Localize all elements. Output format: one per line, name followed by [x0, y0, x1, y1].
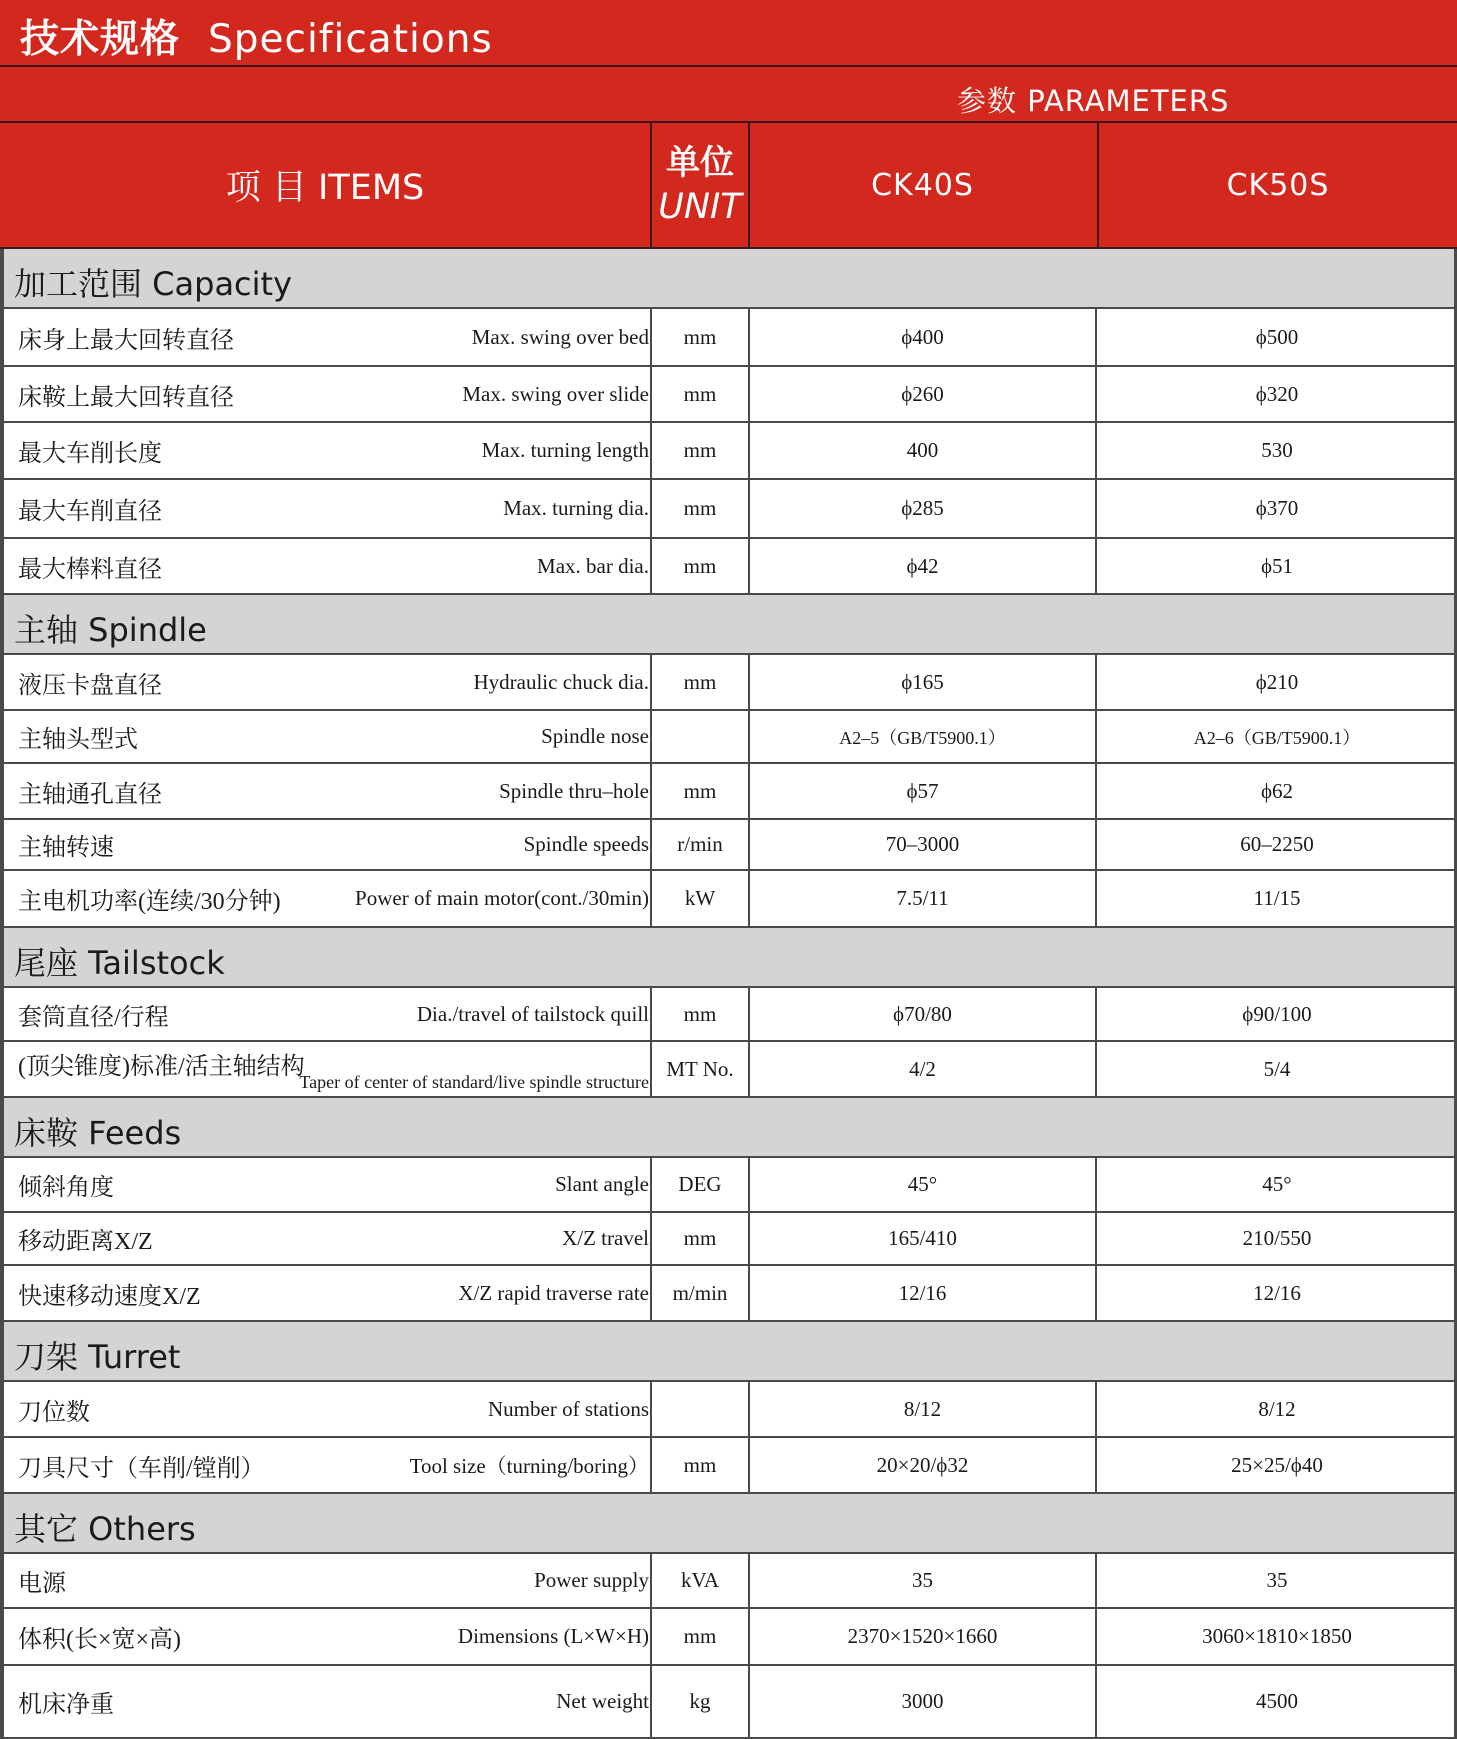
- unit-cell: mm: [683, 496, 717, 520]
- value-ck40s: 8/12: [903, 1396, 942, 1421]
- unit-cell: mm: [683, 324, 717, 349]
- item-name-en: Max. turning length: [481, 438, 649, 462]
- item-name-en: Power of main motor(cont./30min): [355, 886, 649, 910]
- unit-header-en: UNIT: [658, 187, 742, 227]
- value-ck50s: ϕ90/100: [1242, 1001, 1312, 1026]
- value-ck50s: 25×25/ϕ40: [1231, 1452, 1323, 1477]
- item-name-en: Tool size（turning/boring）: [409, 1454, 649, 1478]
- section-label: 其它 Others: [14, 1510, 196, 1548]
- section-header: [0, 249, 1457, 309]
- item-name-cn: 主轴转速: [18, 835, 114, 861]
- value-ck40s: 35: [912, 1568, 933, 1592]
- unit-cell: r/min: [677, 832, 723, 856]
- title-en: Specifications: [208, 17, 493, 62]
- value-ck40s: A2–5（GB/T5900.1）: [839, 727, 1006, 748]
- table-row: [0, 711, 1457, 764]
- item-name-en: Max. swing over bed: [471, 324, 649, 349]
- value-ck50s: 4500: [1256, 1689, 1298, 1713]
- item-name-cn: 液压卡盘直径: [18, 672, 162, 699]
- value-ck50s: 210/550: [1242, 1226, 1312, 1250]
- table-header: [0, 123, 1457, 249]
- item-name-en: Spindle nose: [541, 724, 649, 748]
- parameters-label: 参数 PARAMETERS: [957, 84, 1230, 118]
- value-ck50s: 5/4: [1263, 1056, 1291, 1081]
- section-label: 主轴 Spindle: [14, 611, 207, 649]
- title-cn: 技术规格: [20, 17, 181, 62]
- model-header-ck50s: CK50S: [1226, 167, 1330, 203]
- item-name-cn: 主电机功率(连续/30分钟): [18, 889, 281, 915]
- value-ck50s: ϕ370: [1255, 496, 1299, 520]
- item-name-cn: 床鞍上最大回转直径: [18, 384, 234, 411]
- unit-cell: mm: [683, 1226, 717, 1250]
- value-ck40s: ϕ400: [901, 324, 944, 349]
- item-name-cn: 电源: [18, 1571, 66, 1597]
- value-ck40s: ϕ165: [901, 669, 944, 694]
- unit-header-cn: 单位: [666, 143, 734, 183]
- items-header: 项 目 ITEMS: [225, 168, 425, 208]
- table-row: [0, 1158, 1457, 1213]
- item-name-en: Spindle speeds: [523, 832, 649, 856]
- table-row: [0, 655, 1457, 711]
- unit-cell: mm: [683, 1624, 717, 1648]
- value-ck40s: 20×20/ϕ32: [876, 1452, 969, 1477]
- item-name-en: Hydraulic chuck dia.: [473, 669, 649, 694]
- table-row: [0, 1438, 1457, 1494]
- parameters-bar: [0, 67, 1457, 123]
- item-name-cn: 刀位数: [18, 1399, 90, 1426]
- unit-cell: DEG: [678, 1172, 722, 1196]
- value-ck40s: 165/410: [888, 1226, 957, 1250]
- table-row: [0, 764, 1457, 820]
- model-header-ck40s: CK40S: [871, 167, 974, 203]
- value-ck50s: A2–6（GB/T5900.1）: [1193, 727, 1361, 748]
- item-name-cn: 主轴头型式: [18, 727, 138, 753]
- item-name-cn: 床身上最大回转直径: [18, 327, 234, 354]
- unit-cell: mm: [683, 669, 717, 694]
- value-ck40s: 70–3000: [885, 832, 960, 856]
- item-name-cn: 最大棒料直径: [18, 556, 162, 583]
- unit-cell: m/min: [672, 1280, 728, 1305]
- unit-header: [652, 123, 748, 247]
- table-row: [0, 820, 1457, 871]
- value-ck40s: ϕ260: [901, 381, 944, 406]
- unit-cell: MT No.: [666, 1056, 734, 1081]
- value-ck50s: 11/15: [1253, 886, 1301, 910]
- section-header: [0, 1494, 1457, 1554]
- value-ck50s: 45°: [1262, 1172, 1292, 1196]
- item-name-en: Dimensions (L×W×H): [457, 1624, 649, 1648]
- item-name-en: X/Z rapid traverse rate: [458, 1280, 649, 1305]
- item-name-cn: 套筒直径/行程: [18, 1004, 169, 1031]
- table-row: [0, 871, 1457, 928]
- unit-cell: [652, 1382, 748, 1436]
- item-name-en: Max. swing over slide: [462, 381, 649, 406]
- value-ck50s: 35: [1266, 1568, 1288, 1592]
- table-row: [0, 423, 1457, 480]
- unit-cell: [652, 711, 748, 762]
- table-row: [0, 367, 1457, 423]
- table-row: [0, 480, 1457, 539]
- section-header: [0, 928, 1457, 988]
- value-ck40s: 45°: [907, 1172, 938, 1196]
- section-header: [0, 595, 1457, 655]
- value-ck40s: 2370×1520×1660: [847, 1624, 998, 1648]
- title-bar: [0, 0, 1457, 67]
- value-ck50s: 12/16: [1253, 1280, 1301, 1305]
- table-row: [0, 1609, 1457, 1666]
- unit-cell: mm: [683, 381, 717, 406]
- value-ck50s: ϕ51: [1260, 553, 1294, 578]
- section-header: [0, 1322, 1457, 1382]
- section-label: 尾座 Tailstock: [14, 944, 225, 982]
- value-ck40s: ϕ57: [906, 778, 939, 803]
- value-ck40s: ϕ42: [906, 553, 939, 578]
- section-header: [0, 1098, 1457, 1158]
- value-ck50s: 3060×1810×1850: [1202, 1624, 1352, 1648]
- item-name-en: Power supply: [534, 1568, 649, 1592]
- table-row: [0, 1213, 1457, 1266]
- value-ck50s: 60–2250: [1240, 832, 1314, 856]
- unit-cell: kg: [689, 1689, 711, 1713]
- value-ck40s: 400: [906, 438, 939, 462]
- value-ck40s: 7.5/11: [896, 886, 949, 910]
- table-row: [0, 309, 1457, 367]
- table-row: [0, 1266, 1457, 1322]
- value-ck50s: ϕ320: [1255, 381, 1299, 406]
- item-name-cn: 机床净重: [18, 1692, 114, 1718]
- table-row: [0, 1382, 1457, 1438]
- value-ck50s: 530: [1261, 438, 1293, 462]
- item-name-cn: 最大车削长度: [18, 441, 162, 467]
- item-name-en: Number of stations: [488, 1396, 649, 1421]
- section-label: 刀架 Turret: [14, 1338, 181, 1376]
- unit-cell: mm: [683, 553, 717, 578]
- unit-cell: mm: [683, 778, 717, 803]
- item-name-en: Net weight: [556, 1689, 649, 1713]
- item-name-cn: 主轴通孔直径: [18, 781, 162, 808]
- table-row: [0, 988, 1457, 1042]
- unit-cell: mm: [683, 1001, 717, 1026]
- value-ck50s: 8/12: [1258, 1396, 1296, 1421]
- table-row: [0, 1554, 1457, 1609]
- unit-cell: kW: [684, 886, 716, 910]
- item-name-cn: 刀具尺寸（车削/镗削）: [18, 1455, 265, 1482]
- item-name-cn: 快速移动速度X/Z: [18, 1283, 201, 1310]
- value-ck40s: ϕ285: [901, 496, 944, 520]
- value-ck50s: ϕ62: [1260, 778, 1294, 803]
- value-ck40s: 3000: [901, 1689, 944, 1713]
- item-name-en: Max. turning dia.: [503, 496, 649, 520]
- unit-cell: mm: [683, 438, 717, 462]
- item-name-en: Dia./travel of tailstock quill: [416, 1001, 649, 1026]
- value-ck40s: 4/2: [909, 1056, 936, 1081]
- value-ck40s: 12/16: [898, 1280, 947, 1305]
- item-name-en: Spindle thru–hole: [499, 778, 649, 803]
- item-name-cn: 移动距离X/Z: [18, 1229, 153, 1255]
- unit-cell: mm: [683, 1452, 717, 1477]
- table-row: [0, 1042, 1457, 1098]
- value-ck50s: ϕ500: [1255, 324, 1299, 349]
- section-label: 加工范围 Capacity: [14, 265, 293, 303]
- item-name-en: Slant angle: [555, 1172, 649, 1196]
- table-row: [0, 1666, 1457, 1739]
- section-label: 床鞍 Feeds: [14, 1114, 182, 1152]
- item-name-en: Taper of center of standard/live spindle structure: [299, 1072, 649, 1092]
- unit-cell: kVA: [680, 1568, 720, 1592]
- item-name-en: Max. bar dia.: [537, 553, 649, 578]
- item-name-cn: 体积(长×宽×高): [18, 1627, 182, 1653]
- table-row: [0, 539, 1457, 595]
- value-ck40s: ϕ70/80: [893, 1001, 952, 1026]
- item-name-cn: 倾斜角度: [18, 1175, 114, 1201]
- value-ck50s: ϕ210: [1255, 669, 1299, 694]
- item-name-cn: 最大车削直径: [18, 499, 162, 525]
- item-name-cn: (顶尖锥度)标准/活主轴结构: [18, 1054, 305, 1080]
- page-title: [20, 8, 493, 64]
- item-name-en: X/Z travel: [562, 1226, 649, 1250]
